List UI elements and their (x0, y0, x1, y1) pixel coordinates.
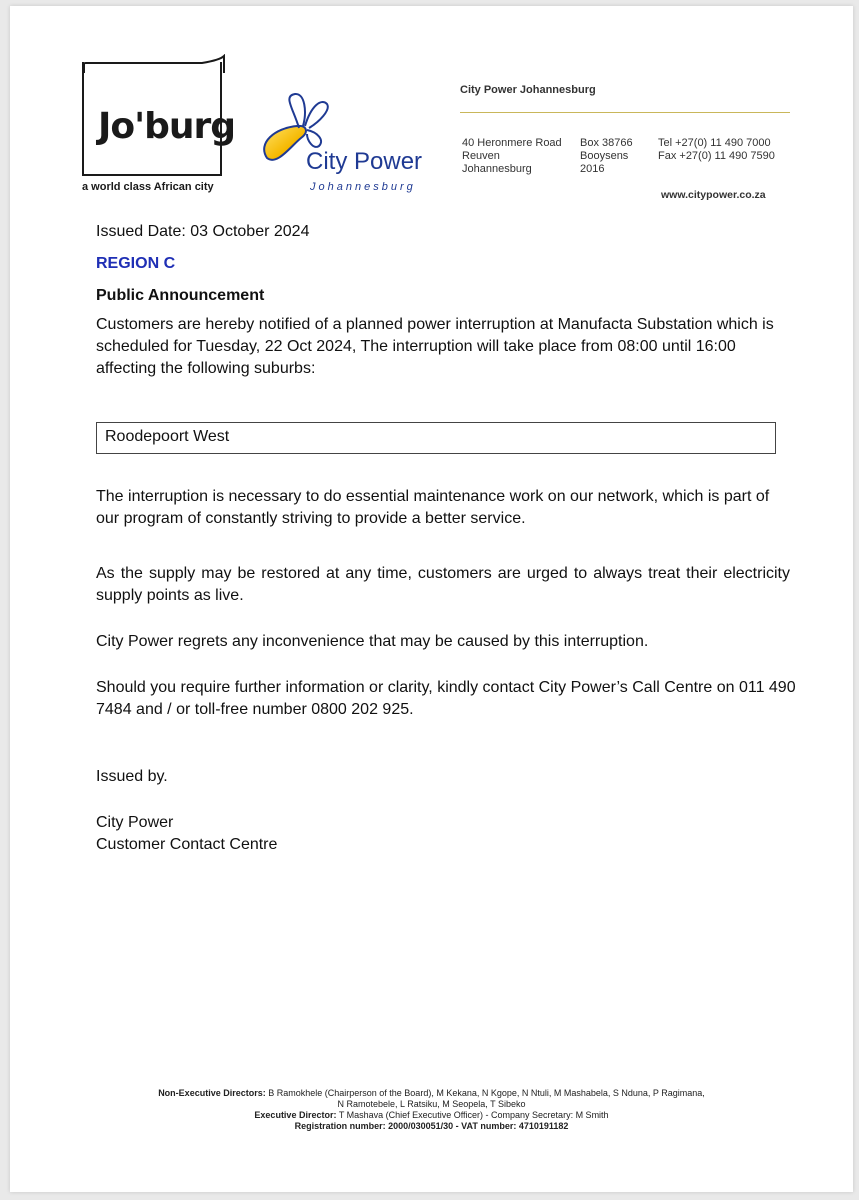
document-page (10, 6, 853, 1192)
safety-paragraph: As the supply may be restored at any time, customers are urged to always treat their electricity supply points as live. (96, 565, 790, 604)
joburg-logo-text: Jo'burg (98, 106, 236, 147)
contact-line: Fax +27(0) 11 490 7590 (658, 150, 775, 162)
intro-paragraph: Customers are hereby notified of a planned power interruption at Manufacta Substation which is scheduled for Tuesday, 22 Oct 2024, The interruption will take place from 08:00 until 16:00 affecting the following suburbs: (96, 316, 774, 377)
city-power-logo-subtext: Johannesburg (310, 181, 416, 193)
city-power-logo-text: City Power (306, 148, 423, 175)
footer (10, 1088, 853, 1132)
issued-date: Issued Date: 03 October 2024 (96, 223, 310, 240)
region-heading: REGION C (96, 255, 176, 272)
registration-line: Registration number: 2000/030051/30 - VAT number: 4710191182 (294, 1121, 569, 1131)
exec-label: Executive Director: (254, 1110, 337, 1120)
company-name: City Power Johannesburg (460, 84, 596, 96)
announcement-heading: Public Announcement (96, 287, 265, 304)
phone-fax (658, 137, 775, 163)
nonexec-names-cont: N Ramotebele, L Ratsiku, M Seopela, T Sibeko (337, 1099, 526, 1109)
header-divider (460, 112, 790, 113)
postal-address (580, 137, 633, 176)
affected-suburbs-box (96, 422, 776, 454)
address-line: Reuven (462, 150, 500, 162)
website-link[interactable]: www.citypower.co.za (661, 189, 766, 201)
joburg-logo (82, 62, 236, 176)
nonexec-label: Non-Executive Directors: (158, 1088, 266, 1098)
joburg-tagline: a world class African city (82, 181, 214, 193)
box-line: 2016 (580, 163, 605, 175)
contact-line: Tel +27(0) 11 490 7000 (658, 137, 771, 149)
issued-by-label: Issued by. (96, 768, 168, 785)
address-line: Johannesburg (462, 163, 532, 175)
box-line: Box 38766 (580, 137, 633, 149)
signature-organisation: City Power (96, 814, 174, 831)
exec-names: T Mashava (Chief Executive Officer) - Company Secretary: M Smith (338, 1110, 609, 1120)
footer-nonexec-line (10, 1088, 853, 1099)
signature-department: Customer Contact Centre (96, 836, 278, 853)
box-line: Booysens (580, 150, 629, 162)
street-address (462, 137, 562, 176)
suburb-name: Roodepoort West (105, 428, 230, 445)
reason-paragraph: The interruption is necessary to do essential maintenance work on our network, which is part of our program of constantly striving to provide a better service. (96, 488, 770, 527)
footer-exec-line (10, 1110, 853, 1121)
nonexec-names: B Ramokhele (Chairperson of the Board), M Kekana, N Kgope, N Ntuli, M Mashabela, S Nduna, P Ragimana, (268, 1088, 705, 1098)
apology-paragraph: City Power regrets any inconvenience that may be caused by this interruption. (96, 633, 649, 650)
address-line: 40 Heronmere Road (462, 137, 562, 149)
contact-paragraph: Should you require further information or clarity, kindly contact City Power’s Call Centre on 011 490 7484 and / or toll-free number 0800 202 925. (96, 679, 796, 718)
